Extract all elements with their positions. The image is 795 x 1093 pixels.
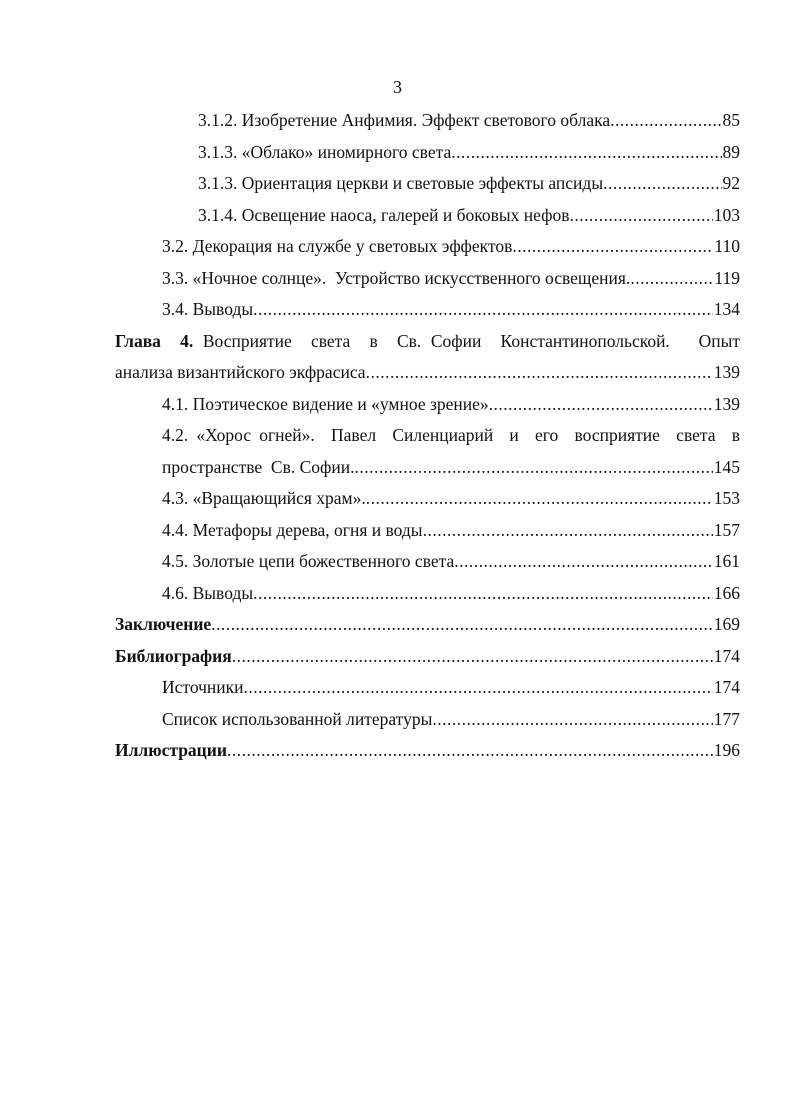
toc-entry-title-line1: 4.2. «Хорос огней». Павел Силенциарий и его восприятие света в xyxy=(162,425,740,445)
toc-entry[interactable] xyxy=(115,704,740,736)
toc-entry-title: Заключение xyxy=(115,614,212,634)
toc-entry-page: 134 xyxy=(713,299,740,319)
toc-entry[interactable] xyxy=(115,263,740,295)
toc-entry[interactable] xyxy=(115,294,740,326)
toc-entry-title: Список использованной литературы xyxy=(162,708,433,729)
toc-dot-leader xyxy=(354,452,712,484)
toc-entry[interactable] xyxy=(115,672,740,704)
toc-dot-leader xyxy=(211,609,713,641)
toc-entry-page: 85 xyxy=(722,110,740,130)
toc-entry-title: 3.1.3. «Облако» иномирного света xyxy=(198,141,452,162)
toc-dot-leader xyxy=(253,578,713,610)
toc-entry-page: 92 xyxy=(722,173,740,193)
toc-entry-title: 3.1.4. Освещение наоса, галерей и боковых нефов xyxy=(198,204,570,225)
toc-entry-page: 139 xyxy=(713,393,740,414)
toc-dot-leader xyxy=(451,137,721,169)
table-of-contents xyxy=(115,105,740,767)
toc-dot-leader xyxy=(366,483,713,515)
toc-entry-title: 3.4. Выводы xyxy=(162,299,254,319)
toc-dot-leader xyxy=(253,294,713,326)
toc-dot-leader xyxy=(569,200,712,232)
toc-dot-leader xyxy=(610,105,721,137)
toc-entry-title: 4.4. Метафоры дерева, огня и воды xyxy=(162,519,423,540)
toc-entry-title-line2: пространстве Св. Софии. xyxy=(162,456,355,477)
toc-entry-page: 177 xyxy=(713,708,740,729)
toc-entry-title: Источники xyxy=(162,677,244,697)
toc-entry[interactable] xyxy=(115,137,740,169)
toc-entry[interactable] xyxy=(115,578,740,610)
chapter-label: Глава 4. xyxy=(115,330,194,351)
toc-entry[interactable] xyxy=(115,735,740,767)
toc-entry-line1[interactable] xyxy=(115,420,740,452)
toc-entry[interactable] xyxy=(115,546,740,578)
toc-entry-title: 3.1.3. Ориентация церкви и световые эффекты апсиды xyxy=(198,173,604,193)
toc-entry-page: 157 xyxy=(713,519,740,540)
toc-entry-title: Библиография xyxy=(115,645,232,666)
toc-dot-leader xyxy=(630,263,713,295)
page-number: 3 xyxy=(393,77,402,97)
toc-entry-title: 3.2. Декорация на службе у световых эффектов xyxy=(162,236,513,256)
toc-entry[interactable] xyxy=(115,609,740,641)
toc-dot-leader xyxy=(512,231,713,263)
toc-entry-title: 3.1.2. Изобретение Анфимия. Эффект светового облака xyxy=(198,110,611,130)
toc-dot-leader xyxy=(232,641,713,673)
toc-chapter-heading[interactable] xyxy=(115,326,740,358)
toc-dot-leader xyxy=(244,672,713,704)
toc-entry-page: 174 xyxy=(713,645,740,666)
toc-entry-page: 103 xyxy=(713,204,740,225)
toc-dot-leader xyxy=(227,735,713,767)
toc-entry[interactable] xyxy=(115,483,740,515)
toc-entry-page: 166 xyxy=(713,582,740,603)
toc-entry-page: 110 xyxy=(714,236,740,256)
toc-entry[interactable] xyxy=(115,641,740,673)
toc-entry-page: 145 xyxy=(713,456,740,477)
toc-entry[interactable] xyxy=(115,200,740,232)
toc-entry-title: 4.1. Поэтическое видение и «умное зрение» xyxy=(162,393,489,414)
toc-entry-page: 169 xyxy=(713,614,740,634)
toc-entry[interactable] xyxy=(115,357,740,389)
toc-entry-page: 174 xyxy=(713,677,740,697)
toc-entry-page: 196 xyxy=(713,740,740,760)
toc-entry-page: 119 xyxy=(714,267,740,288)
toc-entry[interactable] xyxy=(115,168,740,200)
toc-entry-page: 89 xyxy=(722,141,740,162)
toc-entry[interactable] xyxy=(115,231,740,263)
toc-entry-title: 4.6. Выводы xyxy=(162,582,254,603)
toc-dot-leader xyxy=(423,515,713,547)
chapter-title-line2: анализа византийского экфрасиса xyxy=(115,362,366,382)
toc-dot-leader xyxy=(603,168,721,200)
toc-entry-page: 153 xyxy=(713,488,740,508)
toc-entry[interactable] xyxy=(115,105,740,137)
toc-entry-page: 139 xyxy=(713,362,740,382)
toc-entry[interactable] xyxy=(115,515,740,547)
toc-entry-title: Иллюстрации xyxy=(115,740,227,760)
toc-dot-leader xyxy=(432,704,712,736)
toc-dot-leader xyxy=(366,357,713,389)
toc-entry-title: 3.3. «Ночное солнце». Устройство искусственного освещения. xyxy=(162,267,631,288)
toc-entry-title: 4.3. «Вращающийся храм». xyxy=(162,488,366,508)
toc-entry-page: 161 xyxy=(713,551,740,571)
toc-entry[interactable] xyxy=(115,452,740,484)
toc-dot-leader xyxy=(489,389,713,421)
toc-entry[interactable] xyxy=(115,389,740,421)
toc-dot-leader xyxy=(454,546,713,578)
chapter-title-line1: Восприятие света в Св. Софии Константинопольской. Опыт xyxy=(202,330,740,351)
toc-entry-title: 4.5. Золотые цепи божественного света xyxy=(162,551,455,571)
